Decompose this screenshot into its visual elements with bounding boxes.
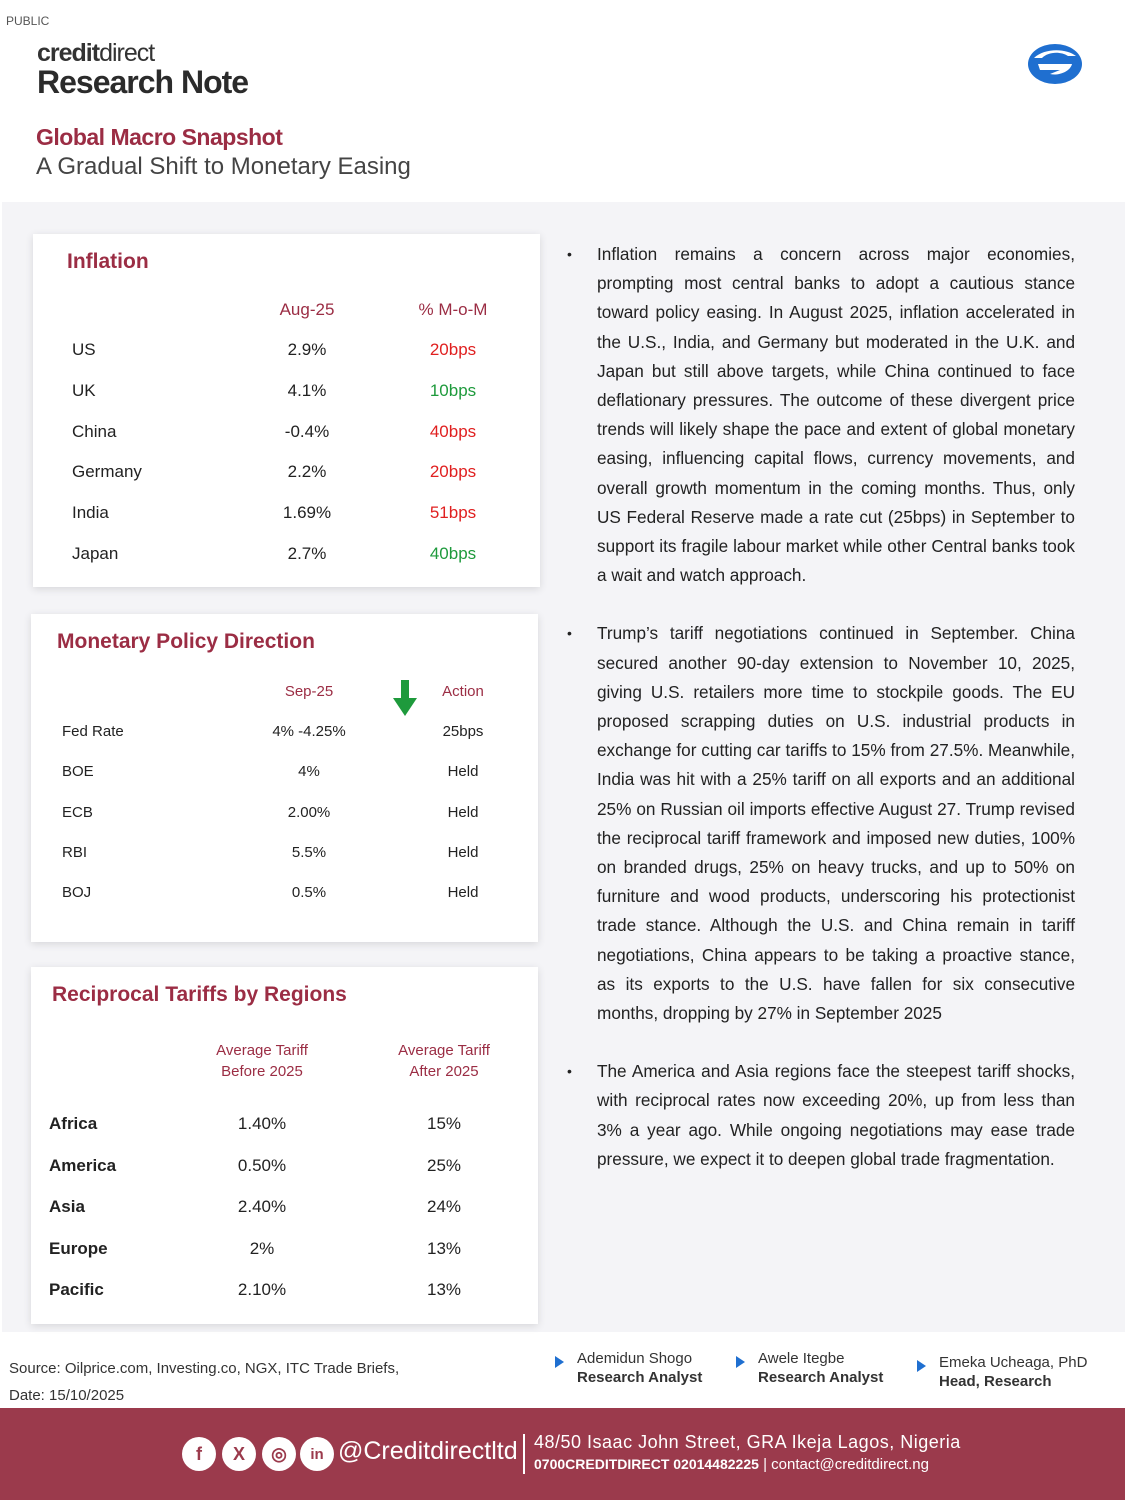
policy-rate: 2.00% bbox=[287, 803, 331, 821]
inflation-title: Inflation bbox=[67, 250, 149, 273]
policy-action: Held bbox=[447, 884, 479, 902]
contact-line: 0700CREDITDIRECT 02014482225 | contact@creditdirect.ng bbox=[534, 1456, 929, 1473]
linkedin-icon[interactable]: in bbox=[300, 1437, 334, 1471]
tariffs-col-after-line1: Average Tariff bbox=[398, 1042, 490, 1059]
footer-divider bbox=[523, 1434, 525, 1474]
source-note bbox=[9, 1355, 399, 1409]
monetary-col-action: Action bbox=[442, 683, 484, 700]
tariff-after: 15% bbox=[426, 1114, 462, 1133]
policy-action: Held bbox=[447, 763, 479, 781]
policy-rate: 4% bbox=[298, 763, 320, 781]
commentary-text: The America and Asia regions face the steepest tariff shocks, with reciprocal rates now exceeding 20%, up from less than 3% a year ago. While ongoing negotiations may ease trade pressure, we expect it to deepen global trade fragmentation. bbox=[597, 1061, 1075, 1169]
brand-bold: credit bbox=[37, 39, 100, 67]
monetary-title: Monetary Policy Direction bbox=[57, 630, 315, 653]
report-date: Date: 15/10/2025 bbox=[9, 1387, 125, 1404]
commentary-item bbox=[565, 240, 1075, 590]
inflation-value: 1.69% bbox=[282, 503, 332, 523]
inflation-change: 40bps bbox=[429, 421, 477, 441]
commentary-text: Inflation remains a concern across major economies, prompting most central banks to adopt a cautious stance toward policy easing. In August 2025, inflation accelerated in the U.S., India, and Germany but moderated in the U.K. and Japan but still above targets, while China continued to face deflationary pressures. The outcome of these divergent price trends will likely shape the pace and extent of global monetary easing, influencing capital flows, currency movements, and overall growth momentum in the coming months. Thus, only US Federal Reserve made a rate cut (25bps) in September to support its fragile labour market while other Central banks took a wait and watch approach. bbox=[597, 244, 1075, 586]
inflation-value: 2.7% bbox=[287, 544, 327, 563]
tariffs-col-before-line2: Before 2025 bbox=[221, 1063, 303, 1080]
monetary-policy-card bbox=[31, 614, 538, 942]
facebook-icon[interactable]: f bbox=[182, 1437, 216, 1471]
page-subtitle: A Gradual Shift to Monetary Easing bbox=[36, 153, 411, 180]
author-role: Research Analyst bbox=[758, 1369, 884, 1386]
arrow-down-icon bbox=[393, 680, 417, 716]
inflation-col-change: % M-o-M bbox=[418, 300, 488, 319]
email-link[interactable]: contact@creditdirect.ng bbox=[771, 1456, 929, 1473]
footer-band bbox=[0, 1408, 1125, 1500]
tariff-before: 2.10% bbox=[237, 1280, 287, 1299]
policy-rate: 5.5% bbox=[291, 843, 327, 861]
x-icon[interactable]: X bbox=[222, 1437, 256, 1471]
author-name: Awele Itegbe bbox=[758, 1350, 845, 1367]
commentary bbox=[565, 240, 1075, 1203]
policy-rate: 4% -4.25% bbox=[272, 723, 346, 740]
brand-light: direct bbox=[99, 39, 155, 67]
play-arrow-icon bbox=[555, 1356, 564, 1368]
country-name: India bbox=[72, 503, 109, 523]
tariff-before: 1.40% bbox=[237, 1114, 287, 1133]
tariff-after: 24% bbox=[426, 1197, 462, 1216]
bullet-icon: • bbox=[567, 246, 572, 262]
inflation-card bbox=[33, 234, 540, 587]
bank-name: ECB bbox=[62, 803, 93, 821]
policy-rate: 0.5% bbox=[291, 884, 327, 902]
inflation-change: 20bps bbox=[429, 340, 477, 359]
tariffs-card bbox=[31, 967, 538, 1324]
source-text: Source: Oilprice.com, Investing.co, NGX, ITC Trade Briefs, bbox=[9, 1360, 400, 1377]
tariffs-col-after bbox=[398, 1040, 490, 1082]
tariffs-col-after-line2: After 2025 bbox=[409, 1063, 479, 1080]
bullet-icon: • bbox=[567, 1063, 572, 1080]
phone-number: 0700CREDITDIRECT 02014482225 bbox=[534, 1456, 759, 1472]
commentary-item bbox=[565, 619, 1075, 1028]
region-name: Africa bbox=[49, 1114, 98, 1133]
country-name: US bbox=[72, 340, 96, 359]
policy-action: Held bbox=[447, 803, 479, 821]
brand-subtitle: Research Note bbox=[37, 64, 249, 100]
instagram-icon[interactable]: ◎ bbox=[262, 1437, 296, 1471]
classification-label: PUBLIC bbox=[6, 14, 50, 28]
bank-name: Fed Rate bbox=[62, 723, 124, 740]
author-name: Emeka Ucheaga, PhD bbox=[939, 1354, 1088, 1371]
bank-name: BOE bbox=[62, 763, 94, 781]
author-role: Research Analyst bbox=[577, 1369, 703, 1386]
tariffs-col-before bbox=[216, 1040, 308, 1082]
monetary-col-date: Sep-25 bbox=[284, 683, 334, 700]
country-name: UK bbox=[72, 380, 96, 400]
author-1 bbox=[577, 1349, 702, 1387]
commentary-item bbox=[565, 1057, 1075, 1174]
tariffs-title: Reciprocal Tariffs by Regions bbox=[52, 983, 347, 1006]
country-name: Japan bbox=[72, 544, 119, 563]
social-handle[interactable]: @Creditdirectltd bbox=[338, 1437, 518, 1465]
commentary-text: Trump’s tariff negotiations continued in September. China secured another 90-day extension to November 10, 2025, giving U.S. retailers more time to stockpile goods. The EU proposed scrapping duties on U.S. industrial products in exchange for cutting car tariffs to 15% from 27.5%. Meanwhile, India was hit with a 25% tariff on all exports and an additional 25% on Russian oil imports effective August 27. Trump revised the reciprocal tariff framework and imposed new duties, 100% on branded drugs, 25% on heavy trucks, and up to 50% on furniture and wood products, underscoring his protectionist trade stance. Although the U.S. and China remain in tariff negotiations, China appears to be taking a proactive stance, as its exports to the U.S. have fallen for six consecutive months, dropping by 27% in September 2025 bbox=[597, 623, 1075, 1024]
tariff-before: 2.40% bbox=[237, 1197, 287, 1216]
office-address: 48/50 Isaac John Street, GRA Ikeja Lagos, Nigeria bbox=[534, 1432, 961, 1452]
tariff-before: 0.50% bbox=[237, 1155, 287, 1175]
play-arrow-icon bbox=[917, 1360, 926, 1372]
inflation-value: -0.4% bbox=[284, 421, 330, 441]
bullet-icon: • bbox=[567, 625, 572, 642]
region-name: Asia bbox=[49, 1197, 85, 1216]
region-name: Pacific bbox=[49, 1280, 104, 1299]
inflation-value: 4.1% bbox=[287, 380, 327, 400]
tariff-after: 25% bbox=[426, 1155, 462, 1175]
tariff-before: 2% bbox=[249, 1238, 275, 1258]
play-arrow-icon bbox=[736, 1356, 745, 1368]
company-logo-icon bbox=[1026, 42, 1084, 86]
author-name: Ademidun Shogo bbox=[577, 1350, 693, 1367]
inflation-change: 20bps bbox=[429, 462, 477, 482]
country-name: China bbox=[72, 421, 117, 441]
tariffs-col-before-line1: Average Tariff bbox=[216, 1042, 308, 1059]
tariff-after: 13% bbox=[426, 1238, 462, 1258]
policy-action: 25bps bbox=[442, 723, 484, 740]
page-title: Global Macro Snapshot bbox=[36, 124, 283, 150]
inflation-change: 40bps bbox=[429, 544, 477, 563]
tariff-after: 13% bbox=[426, 1280, 462, 1299]
inflation-value: 2.9% bbox=[287, 340, 327, 359]
region-name: America bbox=[49, 1155, 117, 1175]
inflation-change: 10bps bbox=[429, 380, 477, 400]
inflation-change: 51bps bbox=[429, 503, 477, 523]
policy-action: Held bbox=[447, 843, 479, 861]
region-name: Europe bbox=[49, 1238, 108, 1258]
country-name: Germany bbox=[72, 462, 142, 482]
bank-name: RBI bbox=[62, 843, 88, 861]
author-2 bbox=[758, 1349, 883, 1387]
author-role: Head, Research bbox=[939, 1373, 1052, 1390]
brand-logotype bbox=[37, 40, 248, 98]
inflation-value: 2.2% bbox=[287, 462, 327, 482]
bank-name: BOJ bbox=[62, 884, 92, 902]
author-3 bbox=[939, 1353, 1087, 1391]
inflation-col-date: Aug-25 bbox=[279, 300, 335, 319]
